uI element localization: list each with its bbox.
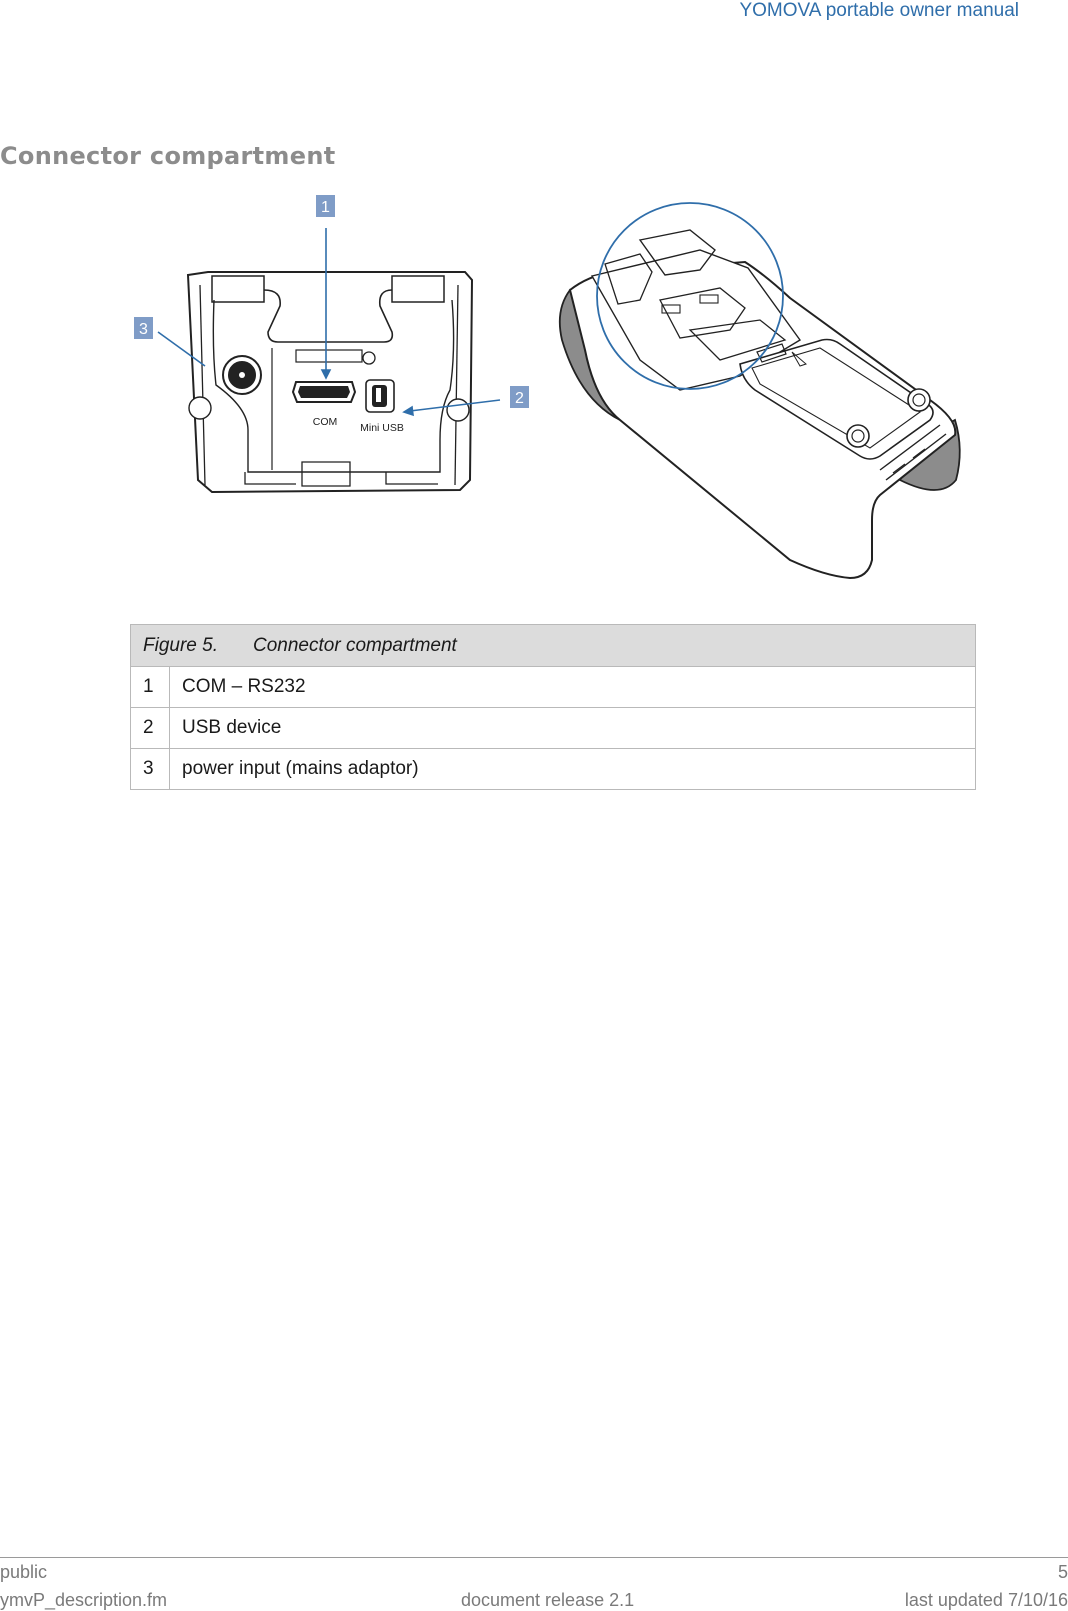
- connector-compartment-illustration: [188, 272, 472, 492]
- callout-3-label: 3: [139, 321, 148, 338]
- legend-row: [131, 749, 976, 790]
- footer-classification: public: [0, 1562, 48, 1582]
- figure-caption-text: Connector compartment: [253, 634, 457, 656]
- callout-2-label: 2: [515, 390, 524, 407]
- legend-row-number: 3: [131, 749, 170, 790]
- callout-1: [316, 195, 335, 217]
- figure-caption-label: Figure 5.: [143, 634, 218, 656]
- figure-caption-row: [131, 625, 976, 667]
- footer-release: document release 2.1: [461, 1590, 635, 1610]
- callout-3: [134, 317, 153, 339]
- legend-row-text: COM – RS232: [170, 667, 976, 708]
- legend-row: [131, 667, 976, 708]
- footer-page-number: 5: [1057, 1562, 1068, 1582]
- connector-compartment-figure: [0, 180, 1068, 600]
- legend-row: [131, 708, 976, 749]
- com-port-label: COM: [312, 416, 338, 428]
- mini-usb-port-label: Mini USB: [360, 422, 404, 434]
- figure-caption: [131, 625, 976, 667]
- footer-updated: last updated 7/10/16: [904, 1590, 1068, 1610]
- legend-row-number: 2: [131, 708, 170, 749]
- callout-2: [510, 386, 529, 408]
- legend-row-number: 1: [131, 667, 170, 708]
- legend-row-text: power input (mains adaptor): [170, 749, 976, 790]
- footer-file-name: ymvP_description.fm: [0, 1590, 168, 1610]
- legend-row-text: USB device: [170, 708, 976, 749]
- callout-1-label: 1: [321, 199, 330, 216]
- section-title: Connector compartment: [0, 142, 336, 170]
- footer-divider: [0, 1557, 1068, 1558]
- figure-legend-table: [130, 624, 976, 790]
- docking-base-illustration: [560, 230, 960, 578]
- document-header-title: YOMOVA portable owner manual: [739, 0, 1019, 21]
